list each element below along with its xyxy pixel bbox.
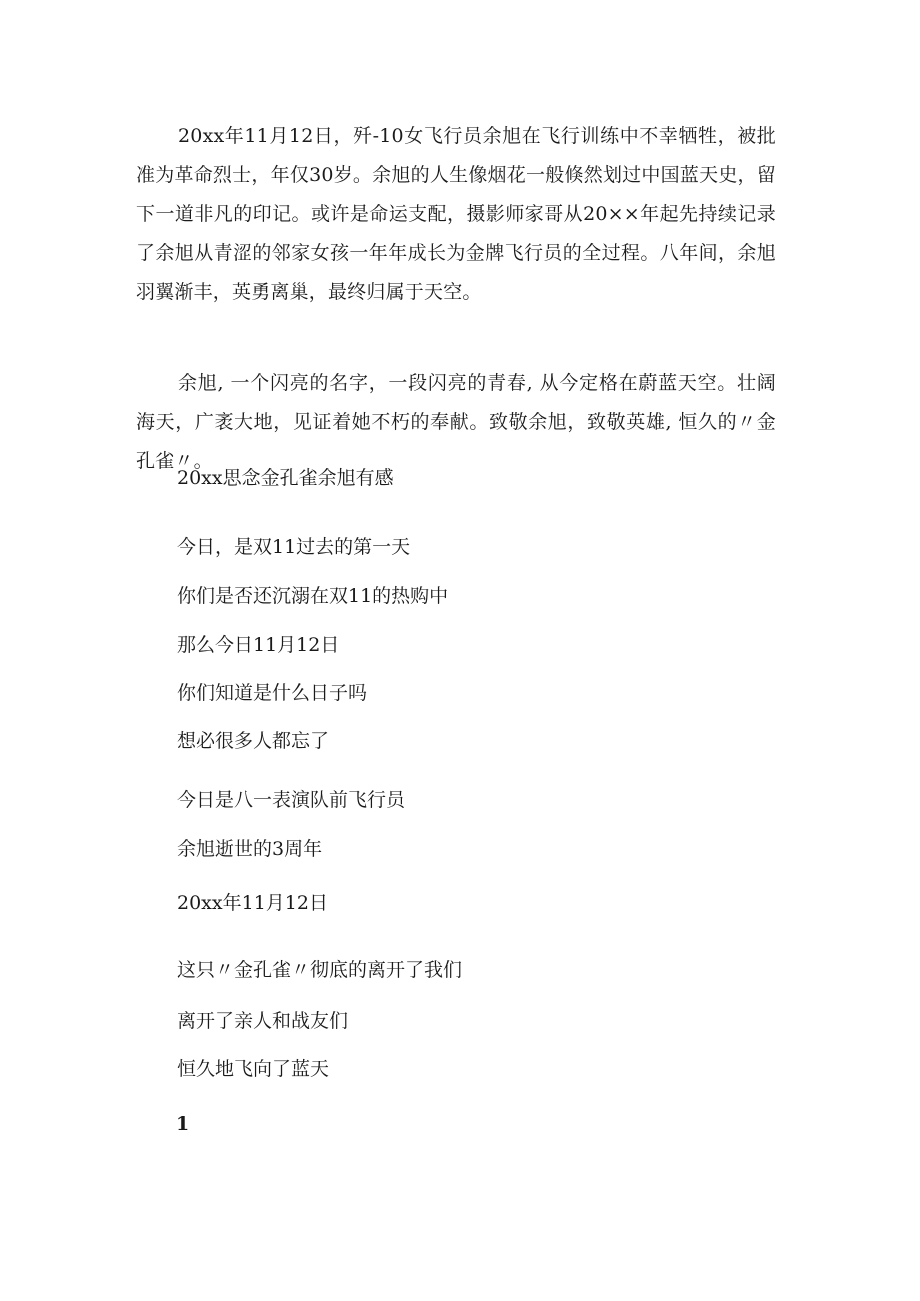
poem-line-11: 恒久地飞向了蓝天 xyxy=(177,1058,330,1080)
paragraph-intro: 20xx年11月12日，歼-10女飞行员余旭在飞行训练中不幸牺牲，被批准为革命烈士，年仅30岁。余旭的人生像烟花一般倏然划过中国蓝天史，留下一道非凡的印记。或许是命运支配，摄影师家哥从20××年起先持续记录了余旭从青涩的邻家女孩一年年成长为金牌飞行员的全过程。八年间，余旭羽翼渐丰，英勇离巢，最终归属于天空。 xyxy=(136,125,776,303)
poem-line-3: 那么今日11月12日 xyxy=(177,634,340,656)
poem-line-5: 想必很多人都忘了 xyxy=(177,730,330,752)
poem-line-2: 你们是否还沉溺在双11的热购中 xyxy=(177,585,449,607)
section-heading: 20xx思念金孔雀余旭有感 xyxy=(177,467,394,489)
poem-line-4: 你们知道是什么日子吗 xyxy=(177,682,368,704)
poem-line-6: 今日是八一表演队前飞行员 xyxy=(177,789,406,811)
poem-line-1: 今日，是双11过去的第一天 xyxy=(177,536,411,558)
poem-line-10: 离开了亲人和战友们 xyxy=(177,1010,349,1032)
page-number: 1 xyxy=(176,1113,190,1135)
poem-line-9: 这只〃金孔雀〃彻底的离开了我们 xyxy=(177,959,463,981)
paragraph-tribute: 余旭, 一个闪亮的名字，一段闪亮的青春, 从今定格在蔚蓝天空。壮阔海天，广袤大地，见证着她不朽的奉献。致敬余旭，致敬英雄, 恒久的〃金孔雀〃。 xyxy=(136,372,776,472)
poem-line-8: 20xx年11月12日 xyxy=(177,892,328,914)
poem-line-7: 余旭逝世的3周年 xyxy=(177,838,323,860)
